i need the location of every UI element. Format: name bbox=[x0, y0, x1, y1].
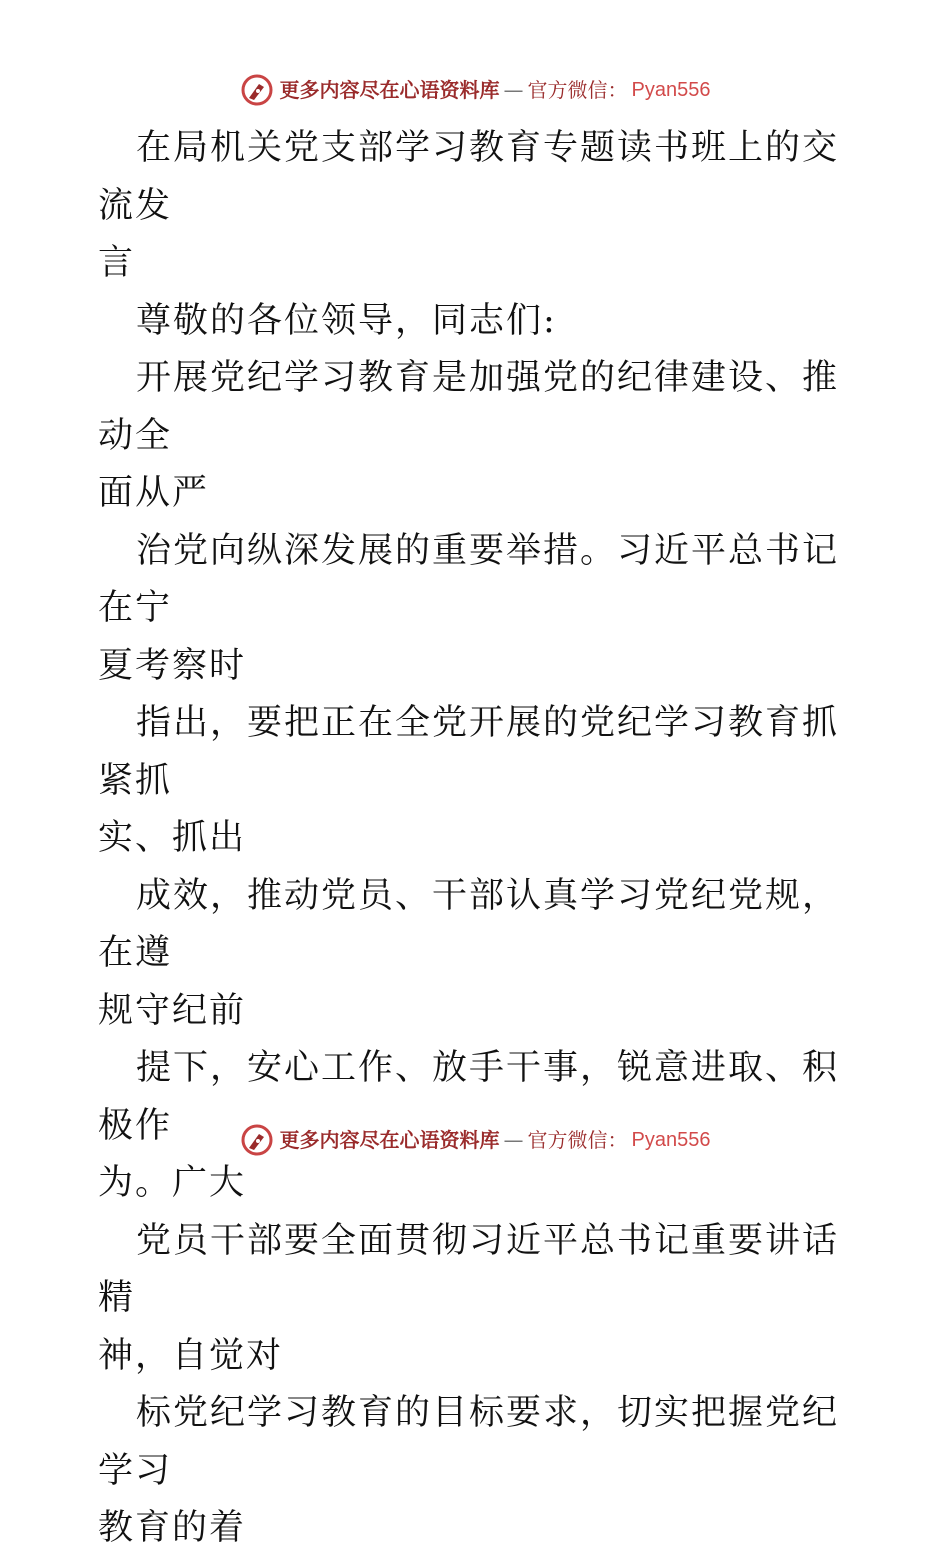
salutation: 尊敬的各位领导，同志们: bbox=[136, 300, 557, 341]
watermark-separator: — bbox=[503, 78, 524, 102]
body-line: 指出，要把正在全党开展的党纪学习教育抓紧抓 bbox=[98, 703, 840, 801]
pen-nib-logo-icon bbox=[240, 1123, 274, 1157]
document-body bbox=[98, 120, 858, 1558]
title-line-2: 言 bbox=[98, 243, 136, 283]
body-line: 提下，安心工作、放手干事，锐意进取、积极作 bbox=[98, 1048, 840, 1146]
body-line: 治党向纵深发展的重要举措。习近平总书记在宁 bbox=[98, 530, 840, 628]
watermark-separator: — bbox=[503, 1128, 524, 1152]
watermark-text: 更多内容尽在心语资料库 bbox=[279, 78, 500, 102]
body-line: 面从严 bbox=[98, 473, 210, 513]
body-line: 教育的着 bbox=[98, 1508, 247, 1548]
body-line: 夏考察时 bbox=[98, 645, 247, 686]
watermark-label: 官方微信： bbox=[527, 78, 628, 102]
title-line-1: 在局机关党支部学习教育专题读书班上的交流发 bbox=[98, 128, 840, 226]
watermark-text: 更多内容尽在心语资料库 bbox=[279, 1128, 500, 1152]
header-watermark bbox=[0, 70, 950, 110]
watermark-wechat-id: Pyan556 bbox=[631, 1129, 711, 1151]
footer-watermark bbox=[0, 1120, 950, 1160]
pen-nib-logo-icon bbox=[240, 73, 274, 107]
body-line: 党员干部要全面贯彻习近平总书记重要讲话精 bbox=[98, 1220, 840, 1318]
body-line: 实、抓出 bbox=[98, 818, 247, 858]
watermark-label: 官方微信： bbox=[527, 1128, 628, 1152]
watermark-wechat-id: Pyan556 bbox=[631, 79, 711, 101]
body-line: 标党纪学习教育的目标要求，切实把握党纪学习 bbox=[98, 1393, 840, 1491]
body-line: 为。广大 bbox=[98, 1163, 247, 1203]
body-line: 神，自觉对 bbox=[98, 1335, 284, 1376]
body-line: 规守纪前 bbox=[98, 990, 247, 1031]
body-line: 成效，推动党员、干部认真学习党纪党规，在遵 bbox=[98, 875, 840, 973]
body-line: 开展党纪学习教育是加强党的纪律建设、推动全 bbox=[98, 358, 840, 456]
